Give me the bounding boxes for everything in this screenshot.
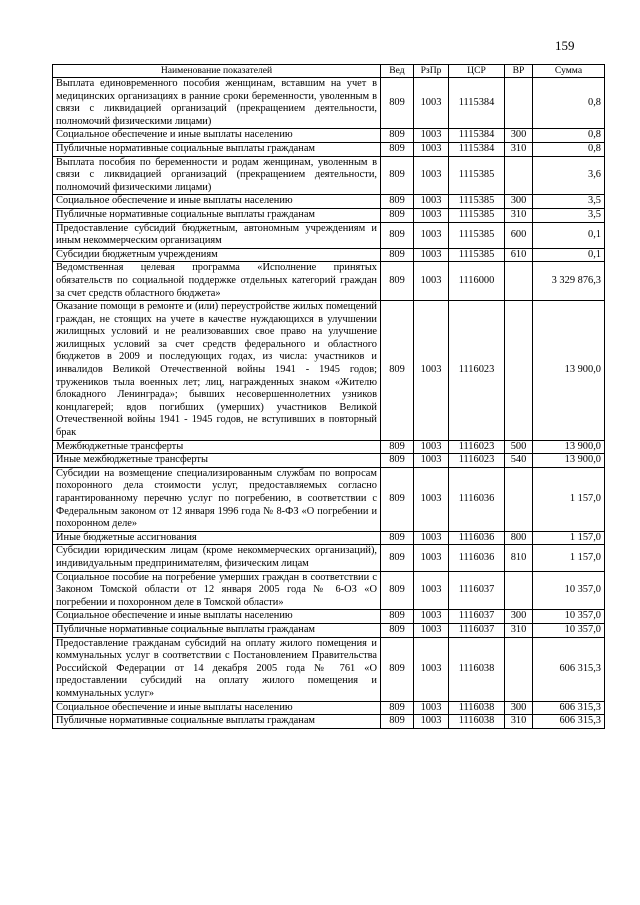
cell-vr: 300: [505, 195, 533, 209]
cell-name: Предоставление гражданам субсидий на оплату жилого помещения и коммунальных услуг в соответствии с Постановлением Правительства Российской Федерации от 14 декабря 2005 года № 761 «О предоставлении субсидий на оплату жилого помещения и коммунальных услуг»: [53, 637, 381, 701]
table-row: [53, 571, 605, 610]
table-row: [53, 610, 605, 624]
cell-sum: 13 900,0: [533, 454, 605, 468]
table-row: [53, 142, 605, 156]
cell-sum: 3,5: [533, 208, 605, 222]
budget-table: [52, 64, 605, 729]
table-row: [53, 701, 605, 715]
cell-vr: 300: [505, 701, 533, 715]
cell-ved: 809: [381, 610, 414, 624]
cell-name: Социальное обеспечение и иные выплаты населению: [53, 610, 381, 624]
cell-vr: [505, 78, 533, 129]
cell-csr: 1115385: [449, 208, 505, 222]
table-row: [53, 248, 605, 262]
cell-vr: 310: [505, 715, 533, 729]
cell-sum: 10 357,0: [533, 623, 605, 637]
cell-rzpr: 1003: [414, 571, 449, 610]
page-number: 159: [555, 38, 575, 53]
cell-ved: 809: [381, 454, 414, 468]
cell-name: Межбюджетные трансферты: [53, 440, 381, 454]
header-csr: ЦСР: [449, 65, 505, 78]
cell-csr: 1115385: [449, 248, 505, 262]
cell-ved: 809: [381, 623, 414, 637]
cell-csr: 1116037: [449, 623, 505, 637]
cell-sum: 3,5: [533, 195, 605, 209]
cell-vr: [505, 571, 533, 610]
cell-name: Социальное обеспечение и иные выплаты населению: [53, 701, 381, 715]
cell-name: Публичные нормативные социальные выплаты гражданам: [53, 715, 381, 729]
cell-vr: 300: [505, 610, 533, 624]
cell-csr: 1115384: [449, 142, 505, 156]
cell-ved: 809: [381, 142, 414, 156]
cell-rzpr: 1003: [414, 623, 449, 637]
cell-ved: 809: [381, 701, 414, 715]
cell-name: Социальное пособие на погребение умерших граждан в соответствии с Законом Томской области от 12 января 2005 года № 6-ОЗ «О погребении и похоронном деле в Томской области»: [53, 571, 381, 610]
table-row: [53, 195, 605, 209]
cell-csr: 1115385: [449, 222, 505, 248]
cell-vr: 600: [505, 222, 533, 248]
cell-sum: 10 357,0: [533, 571, 605, 610]
cell-vr: 800: [505, 531, 533, 545]
cell-ved: 809: [381, 467, 414, 531]
cell-name: Субсидии на возмещение специализированным службам по вопросам похоронного дела стоимости услуг, предоставляемых согласно гарантированному перечню услуг по погребению, в соответствии с Федеральным законом от 12 января 1996 года № 8-ФЗ «О погребении и похоронном деле»: [53, 467, 381, 531]
cell-rzpr: 1003: [414, 248, 449, 262]
cell-sum: 0,8: [533, 78, 605, 129]
table-row: [53, 637, 605, 701]
cell-sum: 13 900,0: [533, 301, 605, 441]
cell-rzpr: 1003: [414, 129, 449, 143]
cell-ved: 809: [381, 156, 414, 195]
cell-rzpr: 1003: [414, 222, 449, 248]
cell-rzpr: 1003: [414, 715, 449, 729]
table-row: [53, 222, 605, 248]
cell-name: Выплата пособия по беременности и родам женщинам, уволенным в связи с ликвидацией организаций (прекращением деятельности, полномочий физическими лицами): [53, 156, 381, 195]
cell-rzpr: 1003: [414, 467, 449, 531]
cell-rzpr: 1003: [414, 142, 449, 156]
cell-sum: 606 315,3: [533, 701, 605, 715]
table-row: [53, 715, 605, 729]
table-row: [53, 129, 605, 143]
cell-vr: 500: [505, 440, 533, 454]
cell-name: Социальное обеспечение и иные выплаты населению: [53, 195, 381, 209]
cell-sum: 3,6: [533, 156, 605, 195]
cell-ved: 809: [381, 222, 414, 248]
cell-sum: 606 315,3: [533, 715, 605, 729]
cell-vr: 610: [505, 248, 533, 262]
cell-rzpr: 1003: [414, 440, 449, 454]
cell-sum: 1 157,0: [533, 467, 605, 531]
cell-csr: 1116000: [449, 262, 505, 301]
cell-name: Публичные нормативные социальные выплаты гражданам: [53, 623, 381, 637]
cell-name: Публичные нормативные социальные выплаты гражданам: [53, 142, 381, 156]
header-rzpr: РзПр: [414, 65, 449, 78]
cell-name: Субсидии юридическим лицам (кроме некоммерческих организаций), индивидуальным предпринимателям, физическим лицам: [53, 545, 381, 571]
cell-csr: 1116037: [449, 571, 505, 610]
table-row: [53, 545, 605, 571]
header-sum: Сумма: [533, 65, 605, 78]
cell-csr: 1116038: [449, 701, 505, 715]
cell-name: Субсидии бюджетным учреждениям: [53, 248, 381, 262]
cell-csr: 1116036: [449, 467, 505, 531]
cell-ved: 809: [381, 78, 414, 129]
cell-csr: 1116023: [449, 440, 505, 454]
cell-sum: 1 157,0: [533, 531, 605, 545]
cell-csr: 1115384: [449, 129, 505, 143]
cell-vr: 310: [505, 623, 533, 637]
cell-name: Предоставление субсидий бюджетным, автономным учреждениям и иным некоммерческим организациям: [53, 222, 381, 248]
cell-ved: 809: [381, 248, 414, 262]
cell-ved: 809: [381, 195, 414, 209]
cell-vr: [505, 637, 533, 701]
cell-name: Оказание помощи в ремонте и (или) переустройстве жилых помещений граждан, не стоящих на учете в качестве нуждающихся в улучшении жилищных условий и не реализовавших свое право на улучшение жилищных условий за счет средств федерального и областного бюджетов в 2009 и последующих годах, из числа: участников и инвалидов Великой Отечественной войны 1941 - 1945 годов; тружеников тыла военных лет; лиц, награжденных знаком «Жителю блокадного Ленинграда»; бывших несовершеннолетних узников концлагерей; вдов погибших (умерших) участников Великой Отечественной войны 1941 - 1945 годов, не вступивших в повторный брак: [53, 301, 381, 441]
cell-csr: 1115385: [449, 156, 505, 195]
cell-sum: 0,8: [533, 142, 605, 156]
cell-csr: 1116038: [449, 637, 505, 701]
cell-sum: 1 157,0: [533, 545, 605, 571]
table-body: [53, 78, 605, 729]
cell-name: Иные межбюджетные трансферты: [53, 454, 381, 468]
cell-rzpr: 1003: [414, 208, 449, 222]
cell-csr: 1116036: [449, 531, 505, 545]
table-row: [53, 531, 605, 545]
table-row: [53, 454, 605, 468]
cell-vr: 310: [505, 208, 533, 222]
table-row: [53, 78, 605, 129]
cell-sum: 0,8: [533, 129, 605, 143]
cell-csr: 1116037: [449, 610, 505, 624]
cell-rzpr: 1003: [414, 545, 449, 571]
cell-csr: 1116023: [449, 301, 505, 441]
cell-ved: 809: [381, 637, 414, 701]
cell-csr: 1115384: [449, 78, 505, 129]
cell-csr: 1115385: [449, 195, 505, 209]
cell-rzpr: 1003: [414, 454, 449, 468]
cell-vr: [505, 301, 533, 441]
cell-ved: 809: [381, 129, 414, 143]
cell-sum: 10 357,0: [533, 610, 605, 624]
table-row: [53, 440, 605, 454]
cell-name: Выплата единовременного пособия женщинам, вставшим на учет в медицинских организациях в ранние сроки беременности, уволенным в связи с ликвидацией организаций (прекращением деятельности, полномочий физическими лицами): [53, 78, 381, 129]
table-row: [53, 467, 605, 531]
cell-vr: 300: [505, 129, 533, 143]
cell-vr: 310: [505, 142, 533, 156]
table-row: [53, 156, 605, 195]
cell-vr: [505, 262, 533, 301]
cell-sum: 13 900,0: [533, 440, 605, 454]
cell-sum: 0,1: [533, 222, 605, 248]
cell-name: Публичные нормативные социальные выплаты гражданам: [53, 208, 381, 222]
cell-rzpr: 1003: [414, 195, 449, 209]
cell-name: Социальное обеспечение и иные выплаты населению: [53, 129, 381, 143]
header-ved: Вед: [381, 65, 414, 78]
cell-ved: 809: [381, 262, 414, 301]
cell-ved: 809: [381, 440, 414, 454]
cell-ved: 809: [381, 545, 414, 571]
cell-rzpr: 1003: [414, 701, 449, 715]
cell-rzpr: 1003: [414, 610, 449, 624]
cell-vr: 810: [505, 545, 533, 571]
cell-rzpr: 1003: [414, 156, 449, 195]
cell-rzpr: 1003: [414, 301, 449, 441]
cell-sum: 0,1: [533, 248, 605, 262]
table-row: [53, 262, 605, 301]
table-row: [53, 623, 605, 637]
cell-ved: 809: [381, 715, 414, 729]
table-row: [53, 208, 605, 222]
cell-name: Ведомственная целевая программа «Исполнение принятых обязательств по социальной поддержке отдельных категорий граждан за счет средств областного бюджета»: [53, 262, 381, 301]
cell-sum: 3 329 876,3: [533, 262, 605, 301]
cell-ved: 809: [381, 531, 414, 545]
cell-csr: 1116036: [449, 545, 505, 571]
cell-csr: 1116023: [449, 454, 505, 468]
cell-vr: 540: [505, 454, 533, 468]
cell-rzpr: 1003: [414, 637, 449, 701]
table-row: [53, 301, 605, 441]
cell-ved: 809: [381, 208, 414, 222]
cell-rzpr: 1003: [414, 78, 449, 129]
header-name: Наименование показателей: [53, 65, 381, 78]
cell-csr: 1116038: [449, 715, 505, 729]
cell-vr: [505, 467, 533, 531]
cell-name: Иные бюджетные ассигнования: [53, 531, 381, 545]
cell-ved: 809: [381, 571, 414, 610]
header-vr: ВР: [505, 65, 533, 78]
cell-vr: [505, 156, 533, 195]
table-header-row: [53, 65, 605, 78]
cell-sum: 606 315,3: [533, 637, 605, 701]
cell-rzpr: 1003: [414, 531, 449, 545]
cell-ved: 809: [381, 301, 414, 441]
cell-rzpr: 1003: [414, 262, 449, 301]
